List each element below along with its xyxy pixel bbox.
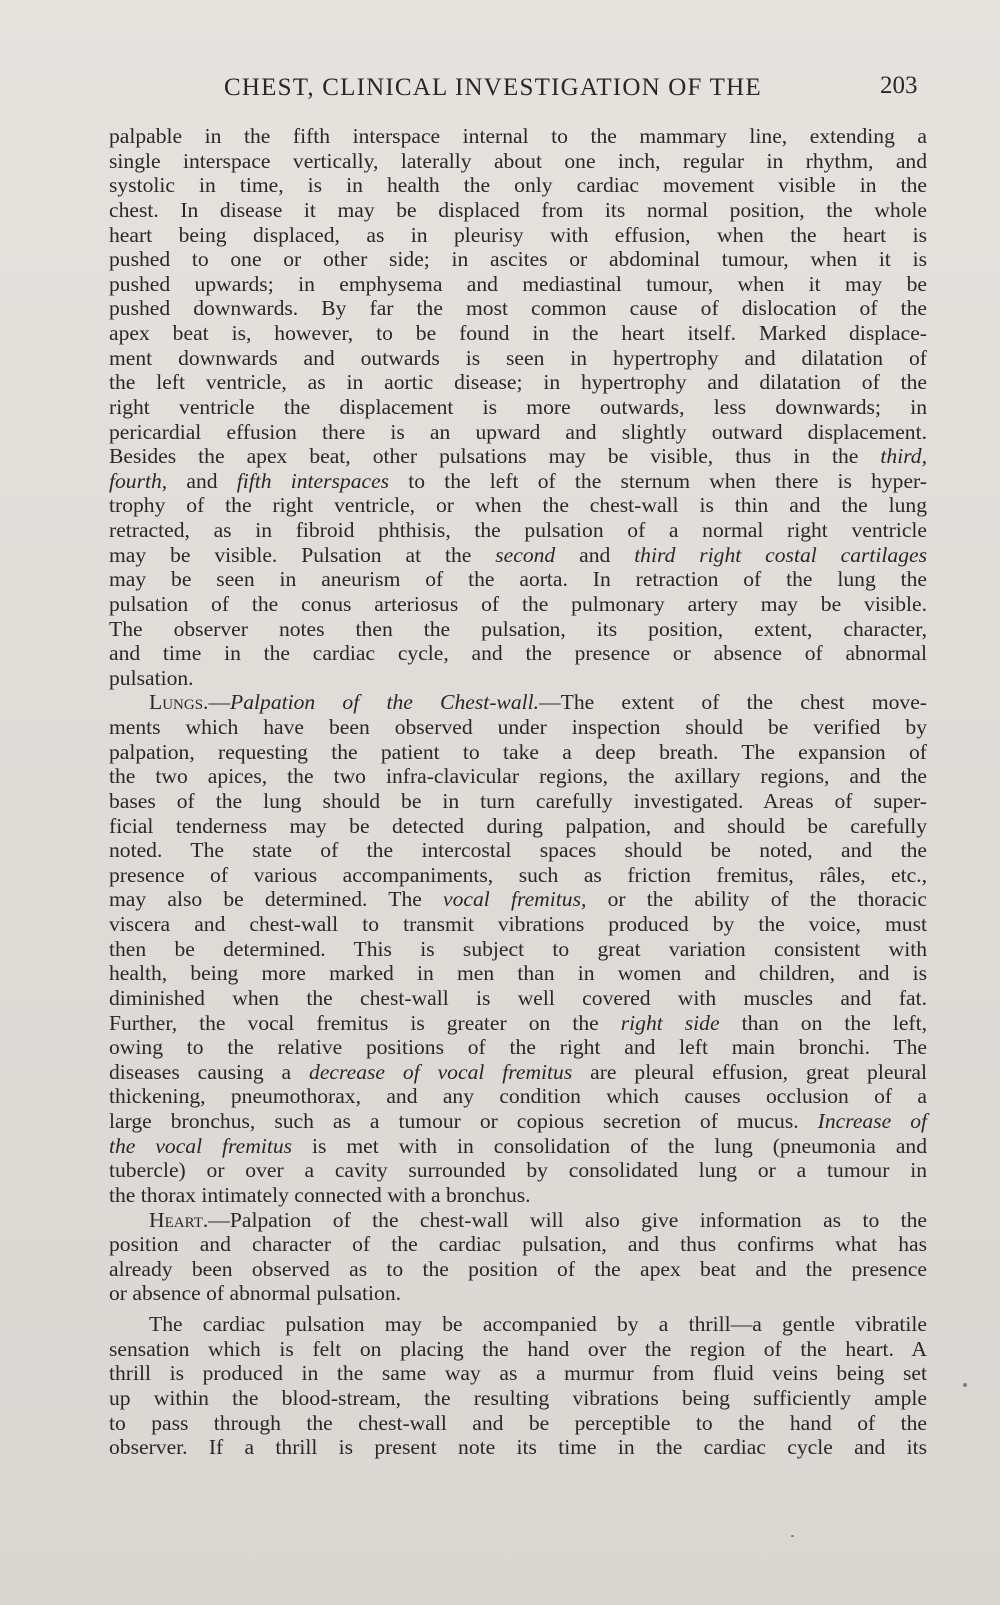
italic-phrase: Increase of <box>817 1109 927 1133</box>
text-line: observer. If a thrill is present note its time in the cardiac cycle and its <box>109 1435 927 1460</box>
text-line: owing to the relative positions of the right and left main bronchi. The <box>109 1035 927 1060</box>
text-span: Besides the apex beat, other pulsations may be visible, thus in the <box>109 444 859 469</box>
body-text <box>109 124 927 1460</box>
text-span: and <box>167 468 237 493</box>
text-span: to the left of the sternum when there is hyper- <box>389 468 927 493</box>
text-line: thrill is produced in the same way as a murmur from fluid veins being set <box>109 1361 927 1386</box>
italic-phrase: third, <box>880 444 927 469</box>
text-line: noted. The state of the intercostal spaces should be noted, and the <box>109 838 927 863</box>
text-line: and time in the cardiac cycle, and the presence or absence of abnormal <box>109 641 927 666</box>
text-line: or absence of abnormal pulsation. <box>109 1281 402 1306</box>
text-line: pushed downwards. By far the most common cause of dislocation of the <box>109 296 927 321</box>
text-line: the thorax intimately connected with a bronchus. <box>109 1182 531 1207</box>
text-line <box>109 1109 927 1134</box>
text-line <box>109 1011 927 1036</box>
text-line: retracted, as in fibroid phthisis, the pulsation of a normal right ventricle <box>109 518 927 542</box>
text-span: —The extent of the chest move- <box>539 690 927 715</box>
text-line: may be seen in aneurism of the aorta. In retraction of the lung the <box>109 567 927 592</box>
text-line: tubercle) or over a cavity surrounded by consolidated lung or a tumour in <box>109 1158 927 1183</box>
text-line: sensation which is felt on placing the hand over the region of the heart. A <box>109 1336 927 1361</box>
text-span: may be visible. Pulsation at the <box>109 542 496 567</box>
text-line: health, being more marked in men than in women and children, and is <box>109 961 927 986</box>
text-span: large bronchus, such as a tumour or copious secretion of mucus. <box>109 1109 818 1133</box>
subsection-heading: Palpation of the Chest-wall. <box>230 690 540 715</box>
text-line: The cardiac pulsation may be accompanied by a thrill—a gentle vibratile <box>149 1312 927 1336</box>
running-head <box>0 74 1000 108</box>
text-span: and <box>555 542 635 567</box>
text-line: diminished when the chest-wall is well covered with muscles and fat. <box>109 985 927 1010</box>
text-line: pushed to one or other side; in ascites or abdominal tumour, when it is <box>109 247 927 272</box>
text-line: right ventricle the displacement is more outwards, less downwards; in <box>109 394 927 419</box>
text-span: may also be determined. The <box>109 887 444 912</box>
text-line: heart being displaced, as in pleurisy with effusion, when the heart is <box>109 222 927 247</box>
section-heading-lungs: Lungs. <box>149 690 209 715</box>
text-line: pulsation of the conus arteriosus of the pulmonary artery may be visible. <box>109 591 927 616</box>
text-line: palpation, requesting the patient to take a deep breath. The expansion of <box>109 739 927 764</box>
text-line: already been observed as to the position of the apex beat and the presence <box>109 1256 927 1281</box>
paper-speck <box>963 1383 967 1387</box>
italic-phrase: fourth, <box>109 468 168 493</box>
text-line: chest. In disease it may be displaced from its normal position, the whole <box>109 197 927 222</box>
text-line: then be determined. This is subject to great variation consistent with <box>109 936 927 961</box>
text-line <box>109 690 927 715</box>
italic-phrase: fifth interspaces <box>236 468 390 493</box>
text-span: than on the left, <box>719 1010 927 1035</box>
italic-phrase: the vocal fremitus <box>109 1133 293 1158</box>
text-line: viscera and chest-wall to transmit vibrations produced by the voice, must <box>109 912 927 936</box>
italic-phrase: third right costal cartilages <box>634 542 927 567</box>
text-line: trophy of the right ventricle, or when the chest-wall is thin and the lung <box>109 493 927 518</box>
text-line: pulsation. <box>109 665 194 690</box>
text-line <box>109 444 927 469</box>
text-line: to pass through the chest-wall and be perceptible to the hand of the <box>109 1410 927 1435</box>
text-span: Further, the vocal fremitus is greater on the <box>109 1010 621 1035</box>
text-line <box>109 1208 927 1233</box>
text-span: or the ability of the thoracic <box>586 887 927 912</box>
text-line <box>109 1134 927 1159</box>
running-head-title: CHEST, CLINICAL INVESTIGATION OF THE <box>224 74 762 101</box>
text-span: is met with in consolidation of the lung (pneumonia and <box>292 1133 928 1158</box>
text-line: up within the blood-stream, the resulting vibrations being sufficiently ample <box>109 1385 927 1410</box>
text-line: ficial tenderness may be detected during palpation, and should be carefully <box>109 813 927 838</box>
text-line <box>109 469 927 494</box>
text-line: position and character of the cardiac pulsation, and thus confirms what has <box>109 1232 927 1257</box>
text-span: diseases causing a <box>109 1059 310 1084</box>
italic-phrase: decrease of vocal fremitus <box>309 1059 573 1084</box>
text-line: ment downwards and outwards is seen in hypertrophy and dilatation of <box>109 345 927 370</box>
text-line: the left ventricle, as in aortic disease; in hypertrophy and dilatation of the <box>109 370 927 395</box>
text-line <box>109 543 927 568</box>
section-heading-heart: Heart. <box>149 1207 209 1232</box>
text-line: thickening, pneumothorax, and any condition which causes occlusion of a <box>109 1084 927 1109</box>
text-span: —Palpation of the chest-wall will also give information as to the <box>208 1207 927 1232</box>
text-line: the two apices, the two infra-clavicular regions, the axillary regions, and the <box>109 764 927 789</box>
text-line <box>109 887 927 912</box>
text-line: single interspace vertically, laterally about one inch, regular in rhythm, and <box>109 148 927 173</box>
italic-phrase: vocal fremitus, <box>443 887 587 912</box>
text-span: — <box>208 690 231 715</box>
text-line: systolic in time, is in health the only cardiac movement visible in the <box>109 173 927 198</box>
text-span: are pleural effusion, great pleural <box>572 1059 927 1084</box>
text-line: presence of various accompaniments, such as friction fremitus, râles, etc., <box>109 862 927 887</box>
text-line: apex beat is, however, to be found in the heart itself. Marked displace- <box>109 321 927 345</box>
text-line: pushed upwards; in emphysema and mediastinal tumour, when it may be <box>109 271 927 296</box>
text-line: ments which have been observed under inspection should be verified by <box>109 715 927 739</box>
italic-phrase: right side <box>620 1010 720 1035</box>
text-line: The observer notes then the pulsation, its position, extent, character, <box>109 616 927 641</box>
italic-phrase: second <box>495 542 556 567</box>
text-line <box>109 1060 927 1085</box>
paper-speck <box>791 1535 794 1537</box>
page-number: 203 <box>880 72 918 99</box>
text-line: pericardial effusion there is an upward and slightly outward displacement. <box>109 419 927 444</box>
text-line: bases of the lung should be in turn carefully investigated. Areas of super- <box>109 788 927 813</box>
text-line: palpable in the fifth interspace internal to the mammary line, extending a <box>109 124 927 148</box>
